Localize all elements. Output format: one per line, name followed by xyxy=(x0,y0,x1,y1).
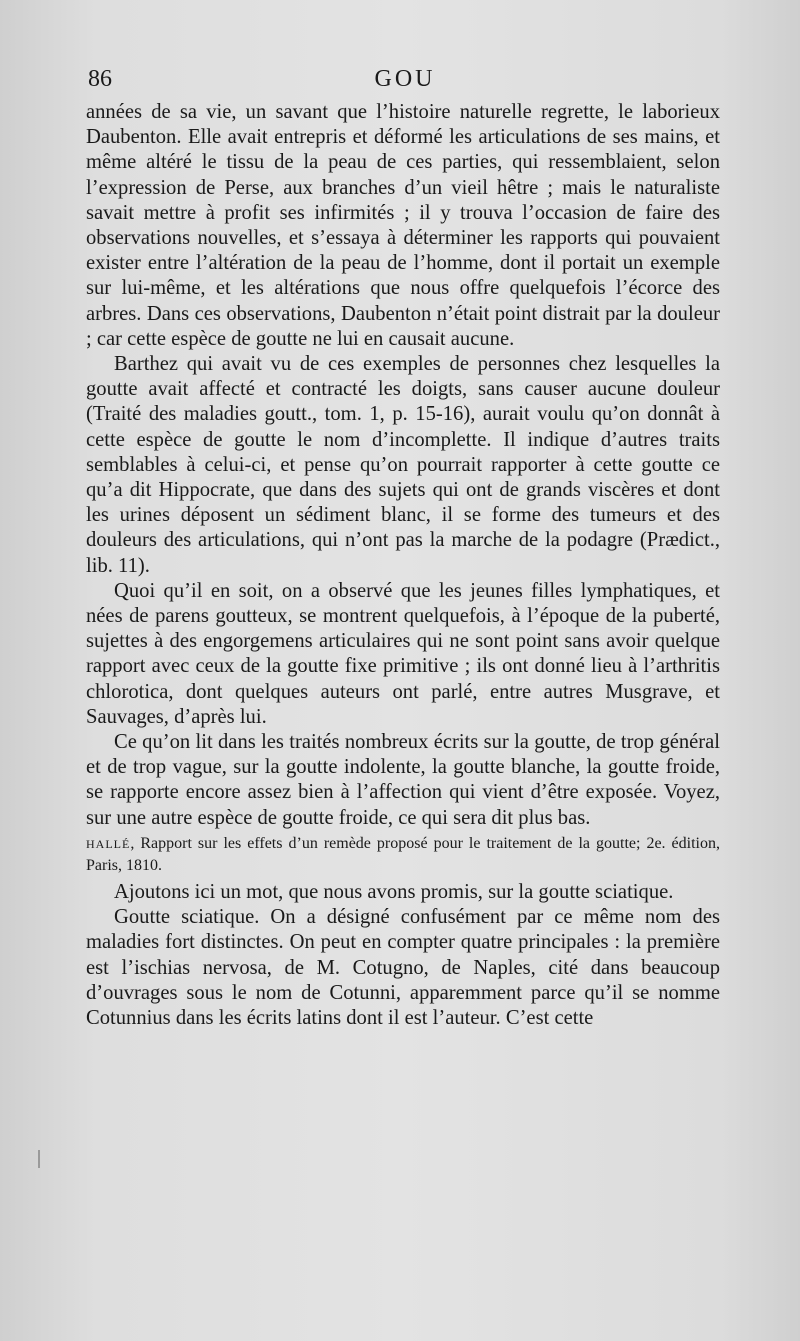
body-text xyxy=(86,100,720,1031)
paragraph-4: Ce qu’on lit dans les traités nombreux écrits sur la goutte, de trop général et de trop vague, sur la goutte indolente, la goutte blanche, la goutte froide, se rapporte encore assez bien à l’affection qui vient d’être exposée. Voyez, sur une autre espèce de goutte froide, ce qui sera dit plus bas. xyxy=(86,731,720,829)
paragraph-2: Barthez qui avait vu de ces exemples de personnes chez lesquelles la goutte avait affecté et contracté les doigts, sans causer aucune douleur (Traité des maladies goutt., tom. 1, p. 15-16), aurait voulu qu’on donnât à cette espèce de goutte le nom d’incomplette. Il indique d’autres traits semblables à celui-ci, et pense qu’on pourrait rapporter à cette goutte ce qu’a dit Hippocrate, que dans des sujets qui ont de grands viscères et dont les urines déposent un sédiment blanc, il se forme des tumeurs et des douleurs des articulations, qui n’ont pas la marche de la podagre (Prædict., lib. 11). xyxy=(86,353,720,577)
page-number: 86 xyxy=(88,66,112,92)
paragraph-5: Ajoutons ici un mot, que nous avons promis, sur la goutte sciatique. xyxy=(114,880,674,903)
paragraph-1: années de sa vie, un savant que l’histoire naturelle regrette, le laborieux Daubenton. Elle avait entrepris et déformé les articulations de ses mains, et même altéré le tissu de la peau de ces parties, qui ressemblaient, selon l’expression de Perse, aux branches d’un vieil hêtre ; mais le naturaliste savait mettre à profit ses infirmités ; il y trouva l’occasion de faire des observations nouvelles, et s’essaya à déterminer les rapports qui pouvaient exister entre l’altération de la peau de l’homme, dont il portait un exemple sur lui-même, et les altérations que nous offre quelquefois l’écorce des arbres. Dans ces observations, Daubenton n’était point distrait par la douleur ; car cette espèce de goutte ne lui en causait aucune. xyxy=(86,101,720,350)
paragraph-6: Goutte sciatique. On a désigné confusément par ce même nom des maladies fort distinctes. On peut en compter quatre principales : la première est l’ischias nervosa, de M. Cotugno, de Naples, cité dans beaucoup d’ouvrages sous le nom de Cotunni, apparemment parce qu’il se nomme Cotunnius dans les écrits latins dont il est l’auteur. C’est cette xyxy=(86,906,720,1029)
footnote xyxy=(86,833,720,876)
footnote-author: HALLÉ xyxy=(86,836,131,851)
paragraph-3: Quoi qu’il en soit, on a observé que les jeunes filles lymphatiques, et nées de parens goutteux, se montrent quelquefois, à l’époque de la puberté, sujettes à des engorgemens articulaires qui ne sont point sans avoir quelque rapport avec ceux de la goutte fixe primitive ; ils ont donné lieu à l’arthritis chlorotica, dont quelques auteurs ont parlé, entre autres Musgrave, et Sauvages, d’après lui. xyxy=(86,579,720,728)
page-header xyxy=(88,66,722,100)
margin-mark xyxy=(38,1150,40,1168)
footnote-text: , Rapport sur les effets d’un remède proposé pour le traitement de la goutte; 2e. édition, Paris, 1810. xyxy=(86,834,720,874)
running-head: GOU xyxy=(374,66,436,92)
